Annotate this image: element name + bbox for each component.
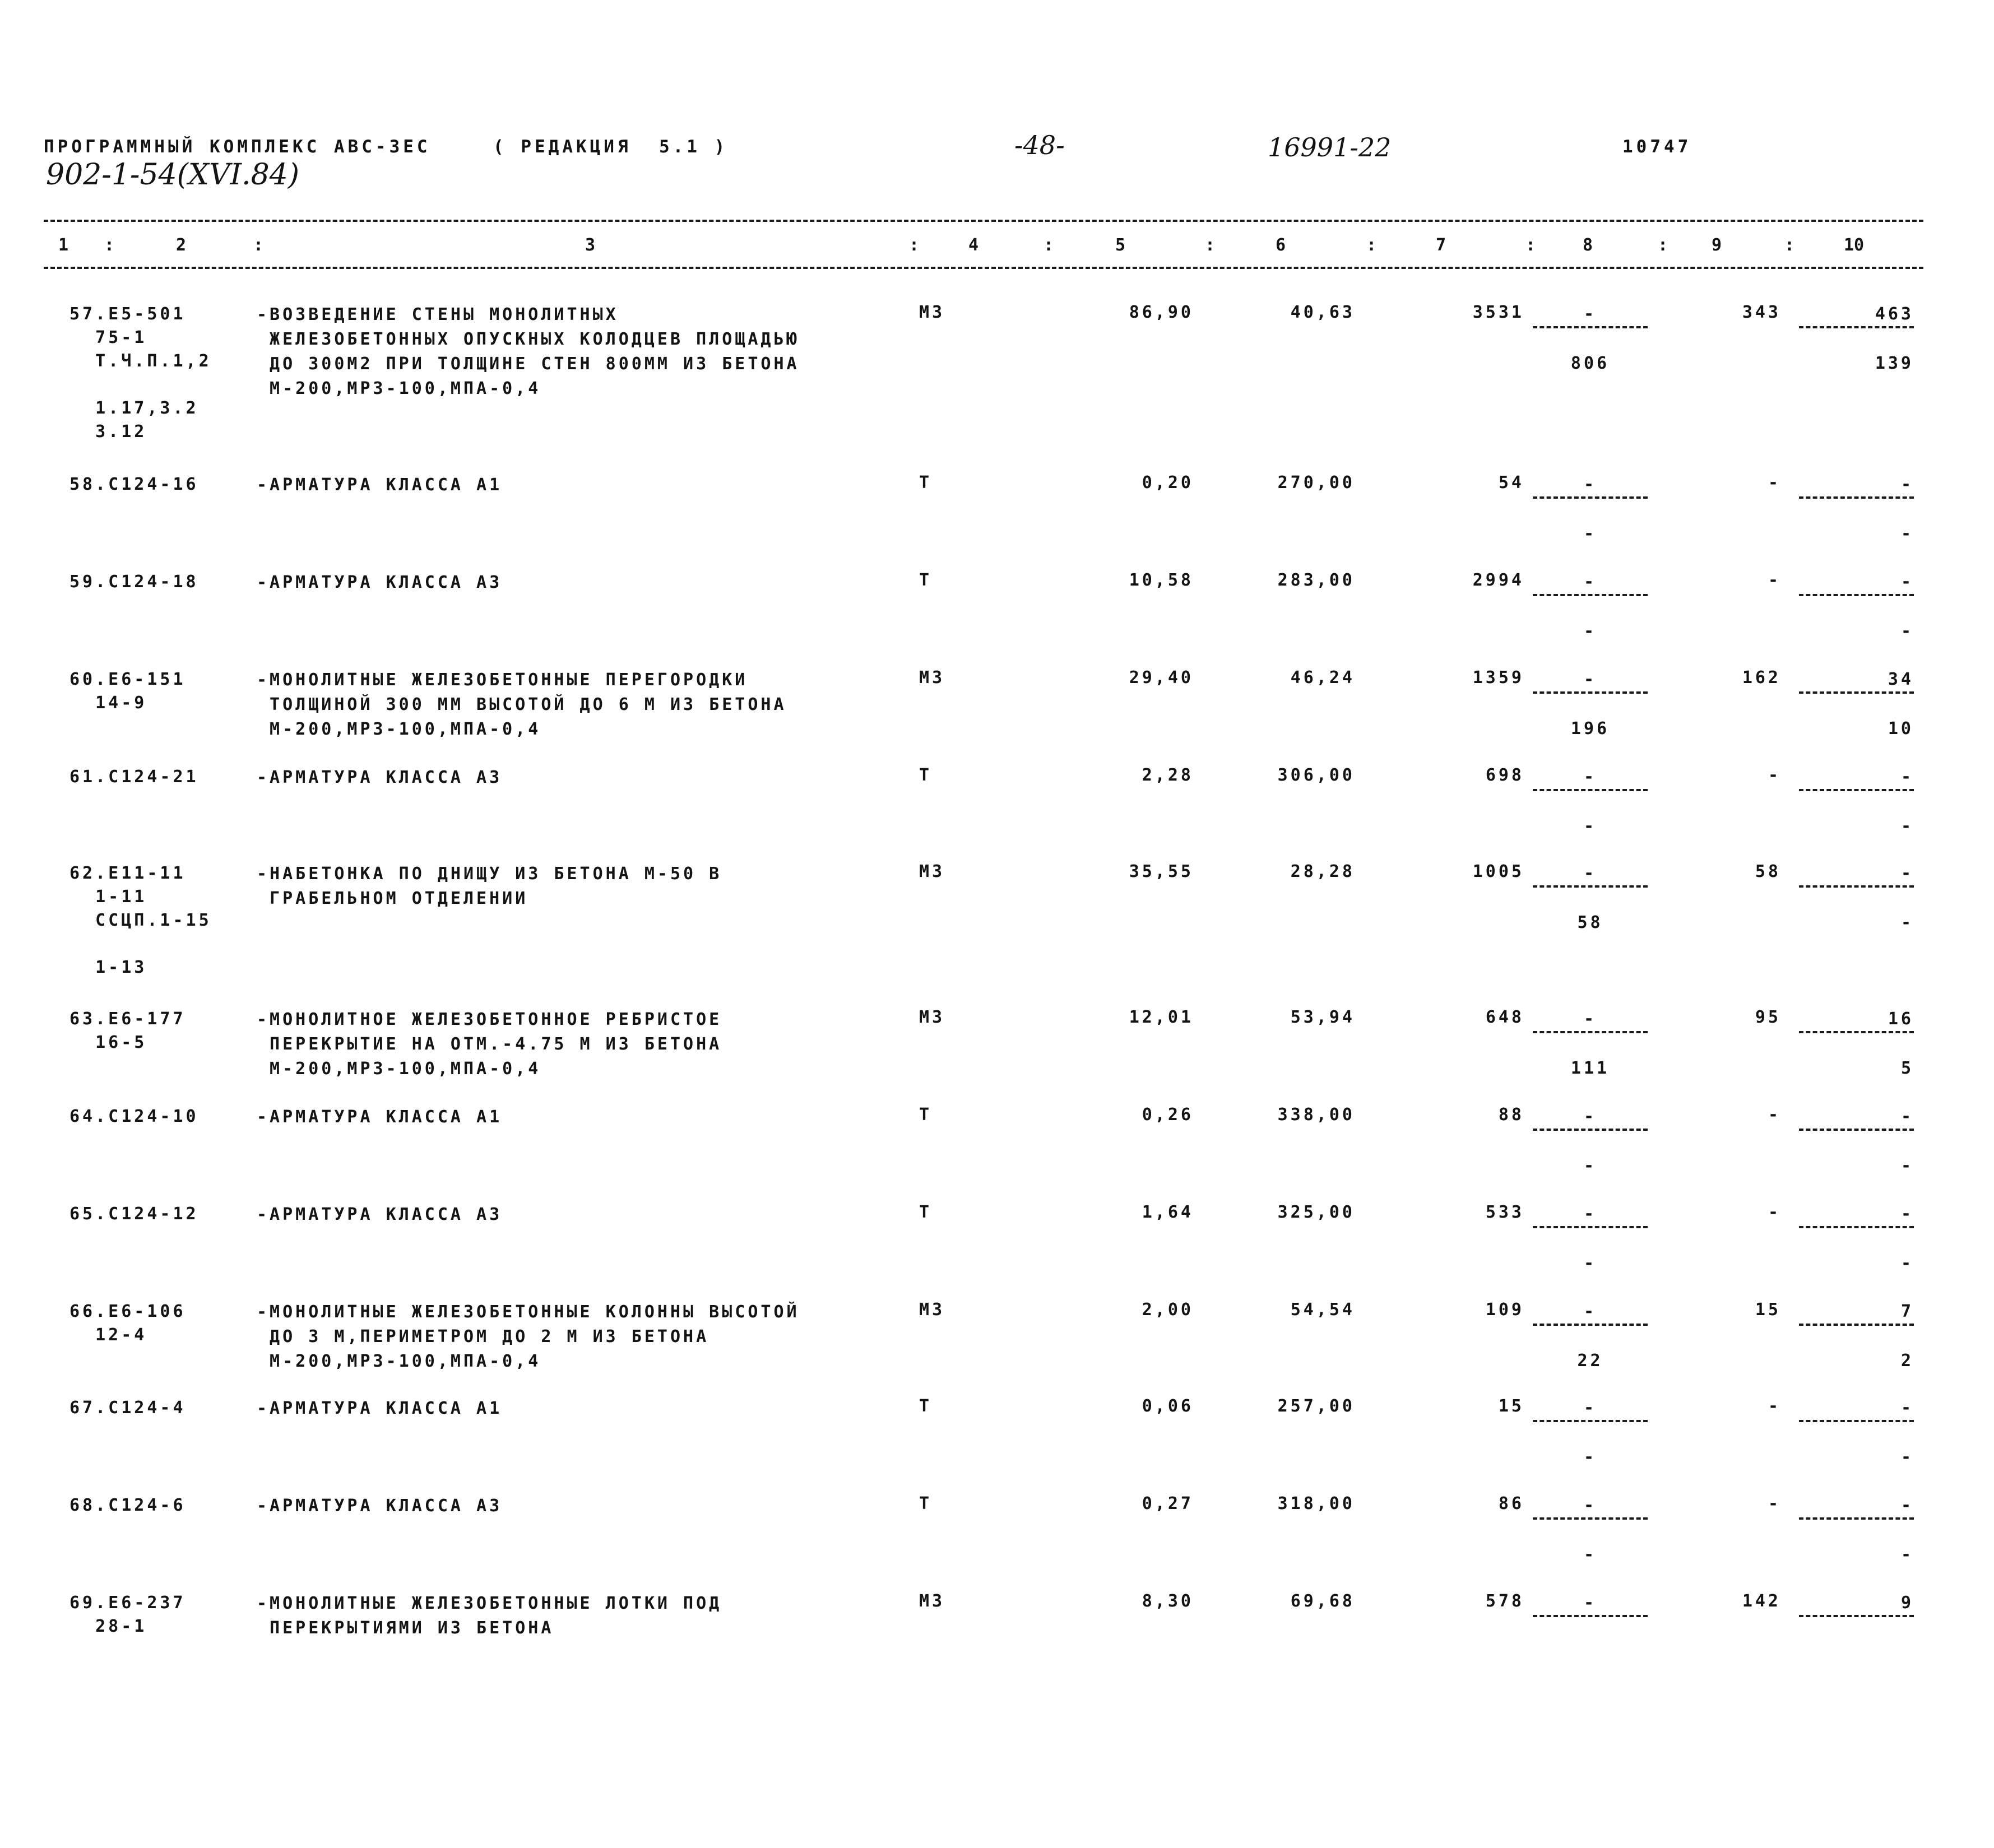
row-unit: Т — [919, 765, 933, 785]
row-code: 64.С124-10 — [69, 1107, 199, 1126]
program-title: ПРОГРАММНЫЙ КОМПЛЕКС АВС-3ЕС — [44, 137, 431, 157]
row-description: -АРМАТУРА КЛАССА А1 — [257, 475, 503, 495]
row-col9: - — [1768, 765, 1781, 785]
row-total: 1005 — [1472, 862, 1524, 881]
row-unit: Т — [919, 1396, 933, 1416]
row-unit-price: 40,63 — [1290, 303, 1355, 322]
row-unit: М3 — [919, 1591, 945, 1611]
row-col10: - - — [1799, 570, 1914, 643]
row-code: 66.Е6-106 12-4 — [69, 1302, 186, 1345]
row-col8: - 806 — [1533, 303, 1648, 375]
row-unit: Т — [919, 473, 933, 493]
row-unit: М3 — [919, 1007, 945, 1027]
row-unit: Т — [919, 570, 933, 590]
row-total: 86 — [1498, 1494, 1524, 1513]
row-col9: 15 — [1755, 1300, 1781, 1320]
row-quantity: 86,90 — [1129, 303, 1194, 322]
row-unit: М3 — [919, 1300, 945, 1320]
col-1: 1 — [58, 235, 69, 255]
row-description: -АРМАТУРА КЛАССА А1 — [257, 1399, 503, 1418]
row-unit-price: 54,54 — [1290, 1300, 1355, 1320]
row-code: 69.Е6-237 28-1 — [69, 1593, 186, 1636]
row-col9: - — [1768, 1396, 1781, 1416]
row-unit-price: 325,00 — [1277, 1202, 1355, 1222]
row-col9: - — [1768, 1494, 1781, 1513]
row-col10: 7 2 — [1799, 1300, 1914, 1373]
row-total: 648 — [1485, 1007, 1524, 1027]
row-col10: 9 — [1799, 1591, 1914, 1664]
row-code: 61.С124-21 — [69, 767, 199, 787]
row-total: 2994 — [1472, 570, 1524, 590]
row-unit-price: 283,00 — [1277, 570, 1355, 590]
row-description: -МОНОЛИТНЫЕ ЖЕЛЕЗОБЕТОННЫЕ ЛОТКИ ПОД ПЕРЕКРЫТИЯМИ ИЗ БЕТОНА — [257, 1594, 722, 1638]
row-col10: - - — [1799, 765, 1914, 838]
row-col10: 463 139 — [1799, 303, 1914, 375]
row-col9: - — [1768, 570, 1781, 590]
row-col9: - — [1768, 1105, 1781, 1125]
row-col10: 34 10 — [1799, 668, 1914, 741]
row-col8: - - — [1533, 473, 1648, 546]
row-quantity: 0,26 — [1142, 1105, 1194, 1125]
row-unit: М3 — [919, 668, 945, 688]
row-unit-price: 28,28 — [1290, 862, 1355, 881]
row-unit-price: 318,00 — [1277, 1494, 1355, 1513]
page-number: -48- — [1014, 130, 1065, 160]
row-total: 54 — [1498, 473, 1524, 493]
row-col8: - 22 — [1533, 1300, 1648, 1373]
row-unit-price: 46,24 — [1290, 668, 1355, 688]
row-total: 698 — [1485, 765, 1524, 785]
row-quantity: 0,27 — [1142, 1494, 1194, 1513]
row-description: -НАБЕТОНКА ПО ДНИЩУ ИЗ БЕТОНА М-50 В ГРАБЕЛЬНОМ ОТДЕЛЕНИИ — [257, 864, 722, 908]
row-code: 57.Е5-501 75-1 Т.Ч.П.1,2 1.17,3.2 3.12 — [69, 304, 212, 442]
row-col9: 343 — [1742, 303, 1781, 322]
row-quantity: 10,58 — [1129, 570, 1194, 590]
col-7: 7 — [1436, 235, 1446, 255]
row-quantity: 0,06 — [1142, 1396, 1194, 1416]
col-10: 10 — [1844, 235, 1865, 255]
row-total: 578 — [1485, 1591, 1524, 1611]
row-col9: - — [1768, 1202, 1781, 1222]
row-description: -АРМАТУРА КЛАССА А3 — [257, 1496, 503, 1516]
row-col8: - — [1533, 1591, 1648, 1664]
row-unit-price: 69,68 — [1290, 1591, 1355, 1611]
row-unit: Т — [919, 1202, 933, 1222]
row-col10: - - — [1799, 1396, 1914, 1469]
row-col9: 142 — [1742, 1591, 1781, 1611]
row-unit-price: 257,00 — [1277, 1396, 1355, 1416]
col-2: 2 — [176, 235, 187, 255]
row-total: 3531 — [1472, 303, 1524, 322]
row-description: -АРМАТУРА КЛАССА А3 — [257, 573, 503, 592]
col-5: 5 — [1115, 235, 1126, 255]
row-col9: 58 — [1755, 862, 1781, 881]
row-code: 58.С124-16 — [69, 475, 199, 494]
row-unit-price: 306,00 — [1277, 765, 1355, 785]
row-total: 1359 — [1472, 668, 1524, 688]
row-code: 68.С124-6 — [69, 1496, 186, 1515]
row-description: -АРМАТУРА КЛАССА А3 — [257, 768, 503, 787]
row-col10: - - — [1799, 1202, 1914, 1275]
project-code: 902-1-54(XVI.84) — [46, 158, 300, 192]
row-description: -МОНОЛИТНЫЕ ЖЕЛЕЗОБЕТОННЫЕ КОЛОННЫ ВЫСОТОЙ ДО 3 М,ПЕРИМЕТРОМ ДО 2 М ИЗ БЕТОНА М-200,МРЗ-100,МПА-0,4 — [257, 1302, 800, 1371]
row-total: 15 — [1498, 1396, 1524, 1416]
row-total: 88 — [1498, 1105, 1524, 1125]
row-unit: М3 — [919, 862, 945, 881]
row-unit-price: 53,94 — [1290, 1007, 1355, 1027]
row-quantity: 2,00 — [1142, 1300, 1194, 1320]
row-quantity: 2,28 — [1142, 765, 1194, 785]
row-col8: - - — [1533, 765, 1648, 838]
row-col10: 16 5 — [1799, 1007, 1914, 1080]
row-col10: - - — [1799, 473, 1914, 546]
row-code: 60.Е6-151 14-9 — [69, 670, 186, 713]
row-col9: 95 — [1755, 1007, 1781, 1027]
col-6: 6 — [1276, 235, 1286, 255]
row-code: 59.С124-18 — [69, 572, 199, 592]
row-code: 67.С124-4 — [69, 1398, 186, 1418]
row-col8: - - — [1533, 1396, 1648, 1469]
row-quantity: 12,01 — [1129, 1007, 1194, 1027]
row-col8: - - — [1533, 1494, 1648, 1567]
row-quantity: 1,64 — [1142, 1202, 1194, 1222]
row-total: 533 — [1485, 1202, 1524, 1222]
row-col9: - — [1768, 473, 1781, 493]
row-description: -МОНОЛИТНЫЕ ЖЕЛЕЗОБЕТОННЫЕ ПЕРЕГОРОДКИ ТОЛЩИНОЙ 300 ММ ВЫСОТОЙ ДО 6 М ИЗ БЕТОНА М-200,МРЗ-100,МПА-0,4 — [257, 670, 787, 739]
row-quantity: 8,30 — [1142, 1591, 1194, 1611]
row-total: 109 — [1485, 1300, 1524, 1320]
row-quantity: 29,40 — [1129, 668, 1194, 688]
col-9: 9 — [1712, 235, 1722, 255]
row-description: -ВОЗВЕДЕНИЕ СТЕНЫ МОНОЛИТНЫХ ЖЕЛЕЗОБЕТОННЫХ ОПУСКНЫХ КОЛОДЦЕВ ПЛОЩАДЬЮ ДО 300М2 ПРИ ТОЛЩИНЕ СТЕН 800ММ ИЗ БЕТОНА М-200,МРЗ-100,МПА-0,4 — [257, 305, 800, 398]
row-unit: М3 — [919, 303, 945, 322]
row-col8: - - — [1533, 1105, 1648, 1178]
row-col8: - 111 — [1533, 1007, 1648, 1080]
row-code: 65.С124-12 — [69, 1204, 199, 1224]
header-rule-bottom — [44, 267, 1923, 269]
document-code: 10747 — [1622, 137, 1692, 157]
row-col9: 162 — [1742, 668, 1781, 688]
row-col10: - - — [1799, 1105, 1914, 1178]
col-4: 4 — [968, 235, 979, 255]
row-col10: - - — [1799, 1494, 1914, 1567]
row-description: -АРМАТУРА КЛАССА А3 — [257, 1205, 503, 1224]
col-3: 3 — [585, 235, 596, 255]
row-quantity: 35,55 — [1129, 862, 1194, 881]
row-col8: - 58 — [1533, 862, 1648, 935]
header-rule-top — [44, 220, 1923, 222]
row-col8: - - — [1533, 570, 1648, 643]
row-col8: - 196 — [1533, 668, 1648, 741]
edition-label: ( РЕДАКЦИЯ 5.1 ) — [493, 137, 729, 157]
row-col8: - - — [1533, 1202, 1648, 1275]
row-unit-price: 270,00 — [1277, 473, 1355, 493]
row-description: -МОНОЛИТНОЕ ЖЕЛЕЗОБЕТОННОЕ РЕБРИСТОЕ ПЕРЕКРЫТИЕ НА ОТМ.-4.75 М ИЗ БЕТОНА М-200,МРЗ-100,МПА-0,4 — [257, 1010, 722, 1079]
row-quantity: 0,20 — [1142, 473, 1194, 493]
row-unit: Т — [919, 1494, 933, 1513]
row-unit-price: 338,00 — [1277, 1105, 1355, 1125]
row-description: -АРМАТУРА КЛАССА А1 — [257, 1107, 503, 1127]
row-code: 62.Е11-11 1-11 ССЦП.1-15 1-13 — [69, 863, 212, 977]
col-8: 8 — [1583, 235, 1593, 255]
row-code: 63.Е6-177 16-5 — [69, 1009, 186, 1052]
row-col10: - - — [1799, 862, 1914, 935]
row-unit: Т — [919, 1105, 933, 1125]
document-number: 16991-22 — [1268, 132, 1392, 162]
